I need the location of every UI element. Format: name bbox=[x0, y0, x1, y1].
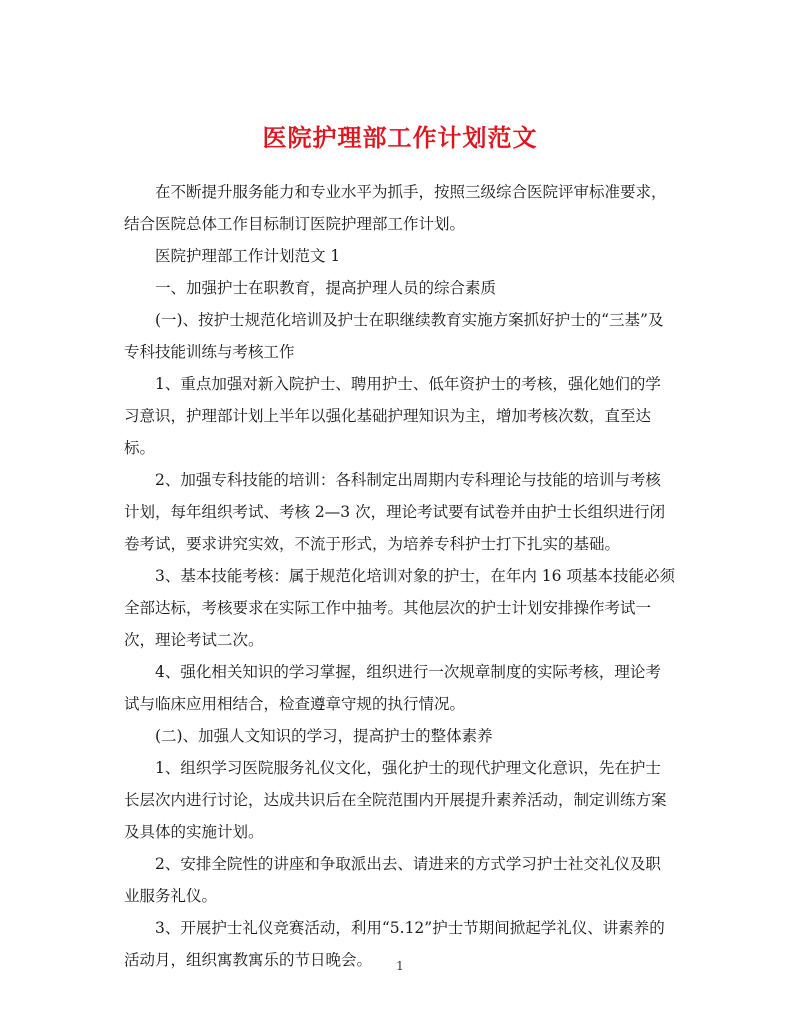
item-paragraph: 1、重点加强对新入院护士、聘用护士、低年资护士的考核，强化她们的学习意识，护理部计划上半年以强化基础护理知识为主，增加考核次数，直至达标。 bbox=[124, 375, 661, 457]
subsection-heading-2: (二)、加强人文知识的学习，提高护士的整体素养 bbox=[155, 727, 493, 745]
intro-paragraph: 在不断提升服务能力和专业水平为抓手，按照三级综合医院评审标准要求，结合医院总体工作目标制订医院护理部工作计划。 bbox=[124, 183, 667, 233]
document-body bbox=[124, 176, 676, 976]
section-heading-1: 一、加强护士在职教育，提高护理人员的综合素质 bbox=[155, 279, 497, 297]
item-paragraph: 3、开展护士礼仪竞赛活动，利用“5.12”护士节期间掀起学礼仪、讲素养的活动月，组织寓教寓乐的节日晚会。 bbox=[124, 919, 665, 969]
item-paragraph: 2、安排全院性的讲座和争取派出去、请进来的方式学习护士社交礼仪及职业服务礼仪。 bbox=[124, 855, 661, 905]
item-paragraph: 4、强化相关知识的学习掌握，组织进行一次规章制度的实际考核，理论考试与临床应用相结合，检查遵章守规的执行情况。 bbox=[124, 663, 661, 713]
document-title: 医院护理部工作计划范文 bbox=[262, 123, 538, 153]
item-paragraph: 1、组织学习医院服务礼仪文化，强化护士的现代护理文化意识，先在护士长层次内进行讨论，达成共识后在全院范围内开展提升素养活动，制定训练方案及具体的实施计划。 bbox=[124, 759, 667, 841]
page-number: 1 bbox=[396, 959, 404, 973]
item-paragraph: 2、加强专科技能的培训：各科制定出周期内专科理论与技能的培训与考核计划，每年组织考试、考核 2—3 次，理论考试要有试卷并由护士长组织进行闭卷考试，要求讲究实效，不流于形式，为培养专科护士打下扎实的基础。 bbox=[124, 471, 666, 553]
subtitle-paragraph: 医院护理部工作计划范文 1 bbox=[155, 247, 341, 265]
subsection-heading-1: (一)、按护士规范化培训及护士在职继续教育实施方案抓好护士的“三基”及专科技能训练与考核工作 bbox=[124, 311, 664, 361]
item-paragraph: 3、基本技能考核：属于规范化培训对象的护士，在年内 16 项基本技能必须全部达标，考核要求在实际工作中抽考。其他层次的护士计划安排操作考试一次，理论考试二次。 bbox=[124, 567, 675, 649]
